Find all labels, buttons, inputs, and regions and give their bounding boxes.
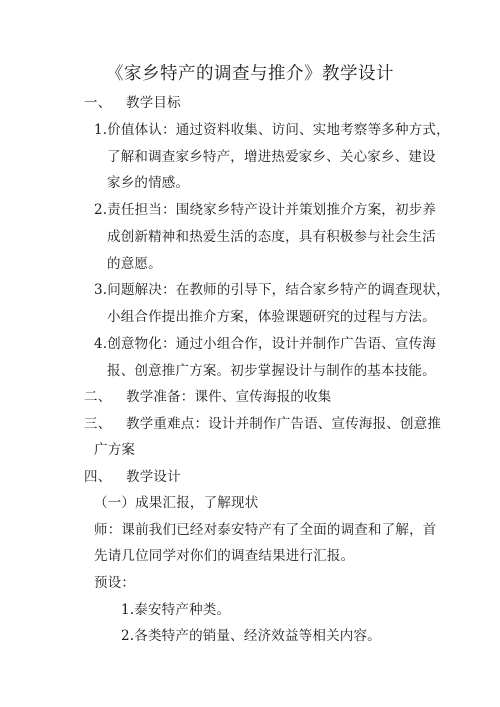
objective-2-line-2: 成创新精神和热爱生活的态度，具有积极参与社会生活	[107, 229, 436, 245]
objective-2-line-3: 的意愿。	[107, 256, 162, 272]
objective-1-line-1	[94, 122, 450, 138]
objective-4-line-2: 报、创意推广方案。初步掌握设计与制作的基本技能。	[107, 363, 436, 379]
objective-1-line-3: 家乡的情感。	[107, 175, 190, 191]
objective-text: 问题解决：在教师的引导下，结合家乡特产的调查现状，	[107, 282, 450, 298]
section-3-continuation: 广方案	[94, 442, 136, 458]
section-heading-1	[84, 95, 181, 111]
list-number: 3.	[94, 282, 108, 298]
preset-item-2	[121, 628, 381, 644]
list-number: 2.	[121, 628, 135, 644]
section-heading-3	[84, 416, 441, 432]
section-number: 三、	[84, 416, 112, 432]
teacher-line-2: 先请几位同学对你们的调查结果进行汇报。	[94, 548, 355, 564]
objective-1-line-2: 了解和调查家乡特产，增进热爱家乡、关心家乡、建设	[107, 149, 436, 165]
list-number: 2.	[94, 202, 108, 218]
document-title: 《家乡特产的调查与推介》教学设计	[106, 64, 394, 84]
preset-text: 泰安特产种类。	[134, 602, 231, 618]
preset-label: 预设：	[94, 575, 136, 591]
section-text: 教学准备：课件、宣传海报的收集	[126, 389, 332, 405]
objective-3-line-1	[94, 282, 450, 298]
section-text: 教学重难点：设计并制作广告语、宣传海报、创意推	[126, 416, 442, 432]
list-number: 1.	[121, 602, 135, 618]
preset-text: 各类特产的销量、经济效益等相关内容。	[134, 628, 381, 644]
objective-text: 价值体认：通过资料收集、访问、实地考察等多种方式，	[107, 122, 450, 138]
list-number: 4.	[94, 336, 108, 352]
list-number: 1.	[94, 122, 108, 138]
subsection-heading: （一）成果汇报，了解现状	[94, 495, 259, 511]
section-text: 教学目标	[126, 95, 181, 111]
objective-2-line-1	[94, 202, 436, 218]
objective-4-line-1	[94, 336, 436, 352]
objective-text: 责任担当：围绕家乡特产设计并策划推介方案，初步养	[107, 202, 437, 218]
section-number: 二、	[84, 389, 112, 405]
section-text: 教学设计	[126, 469, 181, 485]
section-heading-4	[84, 469, 181, 485]
teacher-line-1: 师：课前我们已经对泰安特产有了全面的调查和了解，首	[94, 522, 437, 538]
section-number: 四、	[84, 469, 112, 485]
section-heading-2	[84, 389, 332, 405]
preset-item-1	[121, 602, 230, 618]
section-number: 一、	[84, 95, 112, 111]
objective-text: 创意物化：通过小组合作，设计并制作广告语、宣传海	[107, 336, 437, 352]
objective-3-line-2: 小组合作提出推介方案，体验课题研究的过程与方法。	[107, 309, 436, 325]
